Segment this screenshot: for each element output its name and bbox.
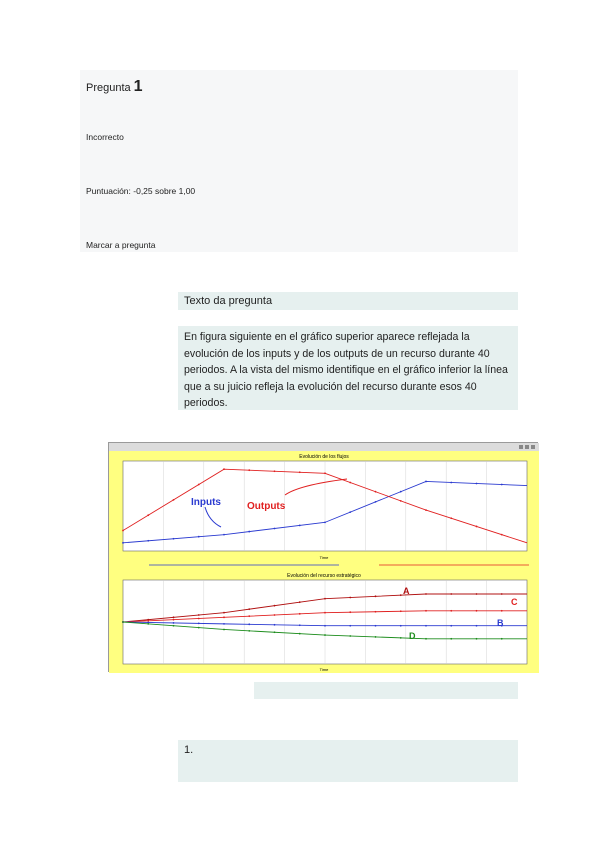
series-point-c [324,612,326,614]
line-d-label: D [409,631,416,641]
series-point-a [198,614,200,616]
series-point-d [400,637,402,639]
series-point-c [476,610,478,612]
close-icon [531,445,535,449]
series-point-outputs [425,509,427,511]
question-text-body [178,326,518,410]
series-point-outputs [476,526,478,528]
inputs-annotation: Inputs [191,497,221,508]
series-point-b [274,624,276,626]
series-point-c [400,610,402,612]
series-point-inputs [198,536,200,538]
series-point-a [450,593,452,595]
series-point-outputs [274,470,276,472]
series-point-b [375,625,377,627]
series-point-a [400,594,402,596]
series-point-inputs [349,511,351,513]
series-point-outputs [450,517,452,519]
series-point-inputs [173,538,175,540]
flag-question-link[interactable]: Marcar a pregunta [86,240,156,250]
series-point-c [147,620,149,622]
series-point-outputs [400,500,402,502]
series-point-outputs [324,472,326,474]
minimize-icon [519,445,523,449]
question-text-header [178,292,518,310]
question-score: Puntuación: -0,25 sobre 1,00 [86,186,196,196]
question-text-paragraph: En figura siguiente en el gráfico superior aparece reflejada la evolución de los inputs y de los outputs de un recurso durante 40 periodos. A la vista del mismo identifique en el gráfico inferior la línea que a su juicio refleja la evolución del recurso durante esos 40 periodos. [184,331,508,409]
series-point-outputs [122,530,124,532]
series-point-inputs [147,540,149,542]
series-point-inputs [425,481,427,483]
series-point-d [375,636,377,638]
series-point-inputs [248,531,250,533]
series-point-b [198,623,200,625]
line-b-label: B [497,618,504,628]
maximize-icon [525,445,529,449]
series-point-d [274,631,276,633]
series-point-d [349,635,351,637]
series-point-b [223,623,225,625]
series-point-a [349,597,351,599]
line-c-label: C [511,597,518,607]
series-point-inputs [122,542,124,544]
series-point-d [173,625,175,627]
line-a-label: A [403,586,410,596]
series-point-a [425,593,427,595]
series-point-a [248,608,250,610]
question-info-panel [80,70,518,252]
series-point-c [425,610,427,612]
series-point-c [274,614,276,616]
figure-titlebar [109,443,539,451]
question-title [86,78,143,96]
series-point-c [349,611,351,613]
series-point-outputs [375,491,377,493]
series-point-b [173,622,175,624]
figure-caption-bar [254,682,518,699]
series-point-b [299,624,301,626]
series-point-inputs [501,484,503,486]
series-point-inputs [223,534,225,536]
series-point-c [299,613,301,615]
bottom-xlabel: Time [319,667,329,672]
series-point-a [375,595,377,597]
series-point-b [400,625,402,627]
series-point-outputs [299,471,301,473]
series-point-outputs [248,469,250,471]
question-label: Pregunta [86,82,131,94]
answer-box[interactable] [178,740,518,782]
series-point-a [299,601,301,603]
top-chart-title: Evolución de los flujos [299,454,349,460]
series-point-d [198,627,200,629]
series-point-outputs [173,499,175,501]
series-point-b [425,625,427,627]
series-point-a [173,616,175,618]
series-point-outputs [501,534,503,536]
series-point-outputs [223,468,225,470]
series-point-d [476,638,478,640]
question-text-heading: Texto da pregunta [184,295,273,307]
series-point-inputs [375,501,377,503]
question-figure [108,442,538,672]
top-xlabel: Time [319,555,329,560]
series-point-outputs [349,482,351,484]
series-point-inputs [274,528,276,530]
outputs-annotation: Outputs [247,501,286,512]
series-point-d [147,623,149,625]
series-point-d [248,630,250,632]
series-point-c [223,616,225,618]
series-point-b [450,625,452,627]
series-point-b [248,623,250,625]
series-point-a [324,598,326,600]
series-point-d [122,621,124,623]
series-point-d [450,638,452,640]
answer-label: 1. [184,744,194,756]
series-point-c [173,619,175,621]
series-point-inputs [450,482,452,484]
series-point-a [223,612,225,614]
bottom-chart-title: Evolución del recurso estratégico [287,573,361,579]
series-point-inputs [299,525,301,527]
series-point-c [375,611,377,613]
series-point-a [274,605,276,607]
series-point-c [501,610,503,612]
series-point-c [248,615,250,617]
series-point-inputs [324,521,326,523]
figure-svg [109,443,539,673]
series-point-a [501,593,503,595]
series-point-b [476,625,478,627]
question-number: 1 [133,78,143,95]
series-point-outputs [147,514,149,516]
series-point-c [450,610,452,612]
series-point-inputs [400,491,402,493]
series-point-d [501,638,503,640]
series-point-d [425,638,427,640]
series-point-d [324,634,326,636]
question-status: Incorrecto [86,132,124,142]
series-point-c [198,618,200,620]
series-point-outputs [198,484,200,486]
series-point-d [223,629,225,631]
series-point-b [349,625,351,627]
series-point-b [324,625,326,627]
series-point-d [299,633,301,635]
series-point-inputs [476,483,478,485]
series-point-a [476,593,478,595]
